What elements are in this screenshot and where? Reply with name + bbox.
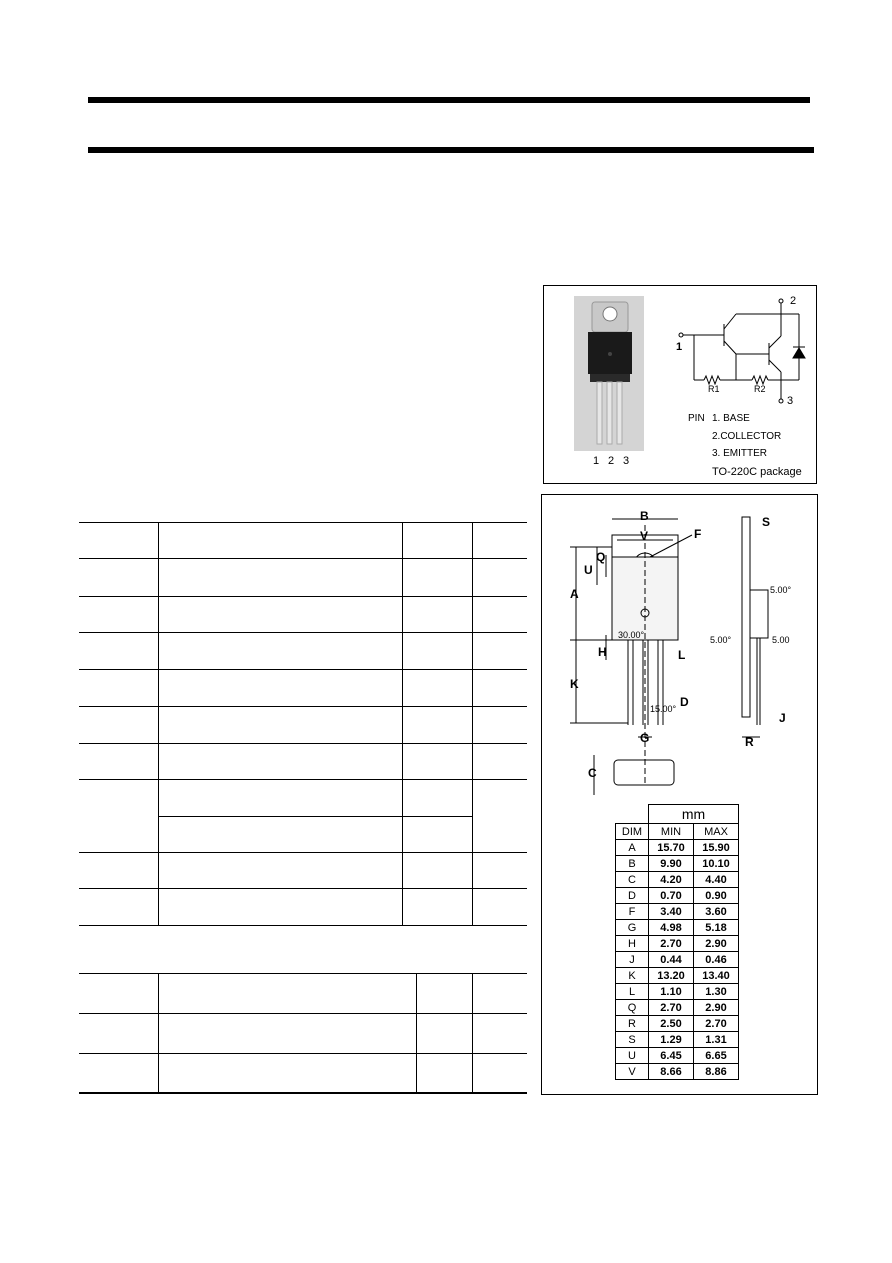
package-name: TO-220C package <box>712 466 802 478</box>
dim-name: H <box>616 936 649 952</box>
dim-min: 4.98 <box>649 920 694 936</box>
dim-min: 9.90 <box>649 856 694 872</box>
package-outline-drawing <box>542 495 817 795</box>
dim-label-R: R <box>745 735 754 749</box>
dim-max: 0.46 <box>694 952 739 968</box>
dim-min: 0.44 <box>649 952 694 968</box>
dim-max: 6.65 <box>694 1048 739 1064</box>
table-row-divider <box>79 632 527 633</box>
table-row-divider <box>79 1092 527 1094</box>
dim-min: 0.70 <box>649 888 694 904</box>
table-row <box>616 1032 739 1048</box>
dim-name: Q <box>616 1000 649 1016</box>
table-row-divider <box>79 1053 527 1054</box>
darlington-schematic <box>674 294 814 404</box>
dim-name: V <box>616 1064 649 1080</box>
table-row <box>616 856 739 872</box>
dim-name: K <box>616 968 649 984</box>
dim-max: 10.10 <box>694 856 739 872</box>
dim-max: 4.40 <box>694 872 739 888</box>
table-row-divider <box>158 816 472 817</box>
dim-label-J: J <box>779 711 786 725</box>
table-row <box>616 840 739 856</box>
dim-min: 2.70 <box>649 1000 694 1016</box>
dim-max: 8.86 <box>694 1064 739 1080</box>
pin-number-1: 1 <box>593 455 600 467</box>
dim-label-S: S <box>762 515 771 529</box>
table-row <box>616 904 739 920</box>
dim-max: 15.90 <box>694 840 739 856</box>
dim-min: 2.70 <box>649 936 694 952</box>
table-row-divider <box>79 596 527 597</box>
angle-label-5a: 5.00° <box>770 585 792 595</box>
dim-max: 2.90 <box>694 936 739 952</box>
transistor-photo <box>574 296 654 466</box>
table-row-divider <box>79 973 527 974</box>
dim-min: 13.20 <box>649 968 694 984</box>
dim-label-D: D <box>680 695 689 709</box>
schematic-r2-label: R2 <box>754 384 766 394</box>
dim-min: 1.10 <box>649 984 694 1000</box>
dim-name: U <box>616 1048 649 1064</box>
dim-max: 1.30 <box>694 984 739 1000</box>
table-row-divider <box>79 743 527 744</box>
dim-min: 6.45 <box>649 1048 694 1064</box>
table-col-divider <box>472 522 473 925</box>
dim-label-G: G <box>640 731 650 745</box>
table-row <box>616 872 739 888</box>
angle-label-5b: 5.00° <box>710 635 732 645</box>
dim-name: R <box>616 1016 649 1032</box>
table-row-divider <box>79 558 527 559</box>
dim-min: 2.50 <box>649 1016 694 1032</box>
dim-name: D <box>616 888 649 904</box>
pin-legend-emitter: 3. EMITTER <box>712 448 768 459</box>
dim-min: 4.20 <box>649 872 694 888</box>
angle-label-30: 30.00° <box>618 630 645 640</box>
schematic-pin3-label: 3 <box>787 395 794 407</box>
drawing-panel <box>541 494 818 1095</box>
dim-label-H: H <box>598 645 607 659</box>
table-row <box>616 1048 739 1064</box>
schematic-r1-label: R1 <box>708 384 720 394</box>
dim-max: 1.31 <box>694 1032 739 1048</box>
schematic-pin1-label: 1 <box>676 341 683 353</box>
table-row <box>616 920 739 936</box>
schematic-pin2-label: 2 <box>790 295 797 307</box>
table-row-divider <box>79 888 527 889</box>
dim-max: 13.40 <box>694 968 739 984</box>
dim-min: 15.70 <box>649 840 694 856</box>
dim-name: F <box>616 904 649 920</box>
table-row-divider <box>79 522 527 523</box>
dim-max: 3.60 <box>694 904 739 920</box>
table-row <box>616 1016 739 1032</box>
table-row <box>616 984 739 1000</box>
angle-label-15: 15.00° <box>650 704 677 714</box>
dim-min: 3.40 <box>649 904 694 920</box>
dim-label-K: K <box>570 677 579 691</box>
unit-header: mm <box>649 805 739 824</box>
dim-max: 2.90 <box>694 1000 739 1016</box>
dim-label-F: F <box>694 527 702 541</box>
dim-label-C: C <box>588 766 597 780</box>
pin-legend-label: PIN <box>688 413 705 424</box>
dim-label-L: L <box>678 648 686 662</box>
dim-label-U: U <box>584 563 593 577</box>
table-row <box>616 952 739 968</box>
col-header-dim: DIM <box>616 824 649 840</box>
table-row <box>616 936 739 952</box>
dim-name: B <box>616 856 649 872</box>
dim-label-V: V <box>640 529 649 543</box>
table-col-divider <box>472 973 473 1093</box>
dim-name: J <box>616 952 649 968</box>
dim-max: 0.90 <box>694 888 739 904</box>
col-header-min: MIN <box>649 824 694 840</box>
dim-name: A <box>616 840 649 856</box>
dim-label-A: A <box>570 587 579 601</box>
dim-label-B: B <box>640 509 649 523</box>
table-row-divider <box>79 852 527 853</box>
dim-min: 8.66 <box>649 1064 694 1080</box>
table-col-divider <box>416 973 417 1093</box>
dim-name: L <box>616 984 649 1000</box>
header-rule-bottom <box>88 147 814 153</box>
dim-name: C <box>616 872 649 888</box>
table-row-divider <box>79 1013 527 1014</box>
dimension-table <box>615 804 739 1080</box>
table-row-divider <box>79 669 527 670</box>
dim-min: 1.29 <box>649 1032 694 1048</box>
dim-label-Q: Q <box>596 550 606 564</box>
table-row-divider <box>79 706 527 707</box>
table-row <box>616 888 739 904</box>
package-panel <box>543 285 817 484</box>
col-header-max: MAX <box>694 824 739 840</box>
dim-max: 5.18 <box>694 920 739 936</box>
dim-max: 2.70 <box>694 1016 739 1032</box>
pin-number-3: 3 <box>623 455 630 467</box>
table-row <box>616 1064 739 1080</box>
dim-name: S <box>616 1032 649 1048</box>
pin-legend-base: 1. BASE <box>712 413 750 424</box>
dim-name: G <box>616 920 649 936</box>
table-row-divider <box>79 779 527 780</box>
table-col-divider <box>158 973 159 1093</box>
header-rule-top <box>88 97 810 103</box>
table-row-divider <box>79 925 527 926</box>
table-col-divider <box>158 522 159 925</box>
pin-number-2: 2 <box>608 455 615 467</box>
pin-legend-collector: 2.COLLECTOR <box>712 431 782 442</box>
table-row <box>616 968 739 984</box>
angle-label-5c: 5.00 <box>772 635 790 645</box>
table-row <box>616 1000 739 1016</box>
table-col-divider <box>402 522 403 925</box>
